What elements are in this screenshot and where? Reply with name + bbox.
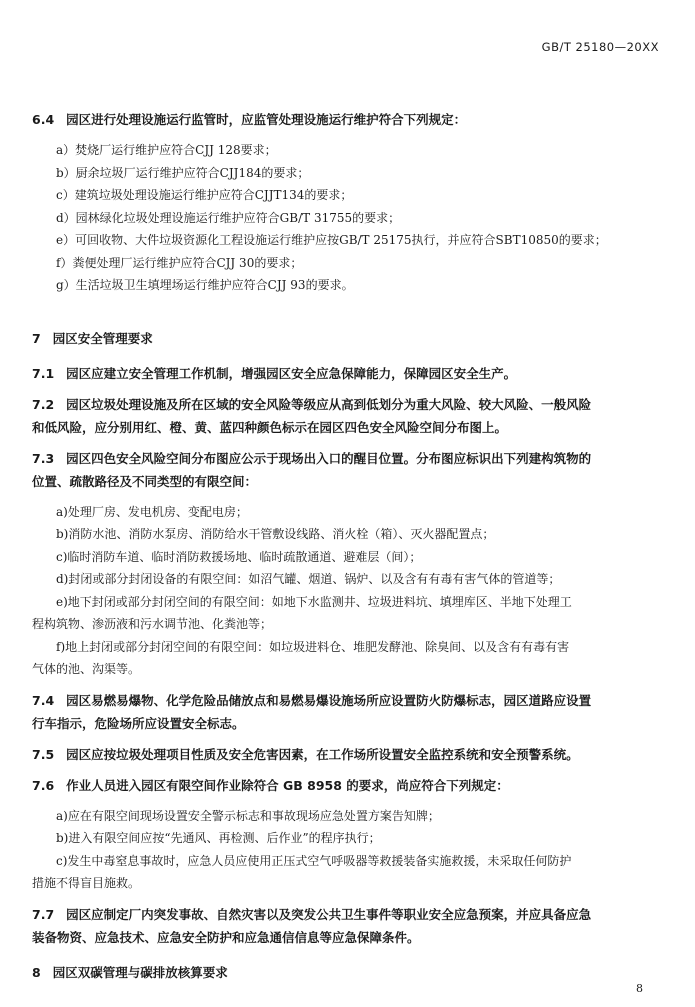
clause-6-4 [32,108,662,131]
list-item-f: f)地上封闭或部分封闭空间的有限空间：如垃圾进料仓、堆肥发酵池、除臭间、以及含有有毒有害 [56,639,570,654]
list-item-f-cont: 气体的池、沟渠等。 [32,662,141,676]
clause-text-line1: 园区四色安全风险空间分布图应公示于现场出入口的醒目位置。分布图应标识出下列建构筑物的 [66,450,592,466]
clause-text-line2: 行车指示，危险场所应设置安全标志。 [32,715,245,731]
clause-text-line2: 装备物资、应急技术、应急安全防护和应急通信信息等应急保障条件。 [32,929,420,945]
clause-text: 园区应按垃圾处理项目性质及安全危害因素，在工作场所设置安全监控系统和安全预警系统。 [66,746,579,762]
document-body [32,108,662,984]
clause-text: 园区进行处理设施运行监管时，应监管处理设施运行维护符合下列规定： [66,112,467,127]
list-item-b: b)消防水池、消防水泵房、消防给水干管敷设线路、消火栓（箱）、灭火器配置点； [56,527,495,541]
clause-number: 6.4 [32,112,55,127]
list-item-f: f）粪便处理厂运行维护应符合CJJ 30的要求； [56,255,303,270]
clause-text: 园区应建立安全管理工作机制，增强园区安全应急保障能力，保障园区安全生产。 [66,365,517,381]
clause-7-6 [32,774,662,797]
clause-number: 7.6 [32,777,55,793]
list-item-c: c）建筑垃圾处理设施运行维护应符合CJJT134的要求； [56,188,353,202]
section-number: 8 [32,964,41,980]
list-item-line1: e)地下封闭或部分封闭空间的有限空间：如地下水监测井、垃圾进料坑、填埋库区、半地下处理工 [56,594,572,609]
clause-text-line1: 园区易燃易爆物、化学危险品储放点和易燃易爆设施场所应设置防火防爆标志，园区道路应设置 [66,692,592,708]
section-8-heading [32,961,662,984]
clause-7-3 [32,447,662,493]
clause-text-line1: 园区垃圾处理设施及所在区域的安全风险等级应从高到低划分为重大风险、较大风险、一般风险 [66,396,592,412]
list-item-a: a）焚烧厂运行维护应符合CJJ 128要求； [56,143,277,157]
list-item-e: e）可回收物、大件垃圾资源化工程设施运行维护应按GB/T 25175执行，并应符合SBT10850的要求； [56,233,607,247]
list-item-d: d)封闭或部分封闭设备的有限空间：如沼气罐、烟道、锅炉、以及含有有毒有害气体的管道等； [56,572,561,586]
list-item-e-cont: 程构筑物、渗沥液和污水调节池、化粪池等； [32,617,273,631]
section-number: 7 [32,330,41,346]
clause-number: 7.2 [32,396,55,412]
list-item-e [32,591,662,614]
section-7-heading [32,327,662,350]
clause-text-line2: 位置、疏散路径及不同类型的有限空间： [32,473,258,489]
list-item-g: g）生活垃圾卫生填埋场运行维护应符合CJJ 93的要求。 [56,278,354,292]
clause-number: 7.5 [32,746,55,762]
clause-7-1 [32,362,662,385]
section-title: 园区双碳管理与碳排放核算要求 [52,964,228,980]
list-item-a: a)应在有限空间现场设置安全警示标志和事故现场应急处置方案告知牌； [56,808,440,823]
page-number: 8 [636,982,643,995]
list-item-c-cont: 措施不得盲目施救。 [32,876,141,890]
list-item-c: c)临时消防车道、临时消防救援场地、临时疏散通道、避难层（间）； [56,549,422,564]
clause-7-4 [32,689,662,735]
list-item-d: d）园林绿化垃圾处理设施运行维护应符合GB/T 31755的要求； [56,210,401,225]
list-item-b: b）厨余垃圾厂运行维护应符合CJJ184的要求； [56,165,310,180]
standard-code: GB/T 25180—20XX [541,40,659,54]
clause-7-7 [32,903,662,949]
list-item-a: a)处理厂房、发电机房、变配电房； [56,504,248,519]
clause-7-2 [32,393,662,439]
clause-number: 7.1 [32,365,55,381]
clause-number: 7.3 [32,450,55,466]
list-item-b: b)进入有限空间应按“先通风、再检测、后作业”的程序执行； [56,831,381,845]
clause-number: 7.7 [32,906,55,922]
clause-text-line2: 和低风险，应分别用红、橙、黄、蓝四种颜色标示在园区四色安全风险空间分布图上。 [32,419,508,435]
clause-number: 7.4 [32,692,55,708]
list-item-c: c)发生中毒窒息事故时，应急人员应使用正压式空气呼吸器等救援装备实施救援，未采取任何防护 [56,853,572,868]
clause-text: 作业人员进入园区有限空间作业除符合 GB 8958 的要求，尚应符合下列规定： [66,777,509,793]
clause-7-5 [32,743,662,766]
section-title: 园区安全管理要求 [52,330,153,346]
clause-text-line1: 园区应制定厂内突发事故、自然灾害以及突发公共卫生事件等职业安全应急预案，并应具备应急 [66,906,592,922]
